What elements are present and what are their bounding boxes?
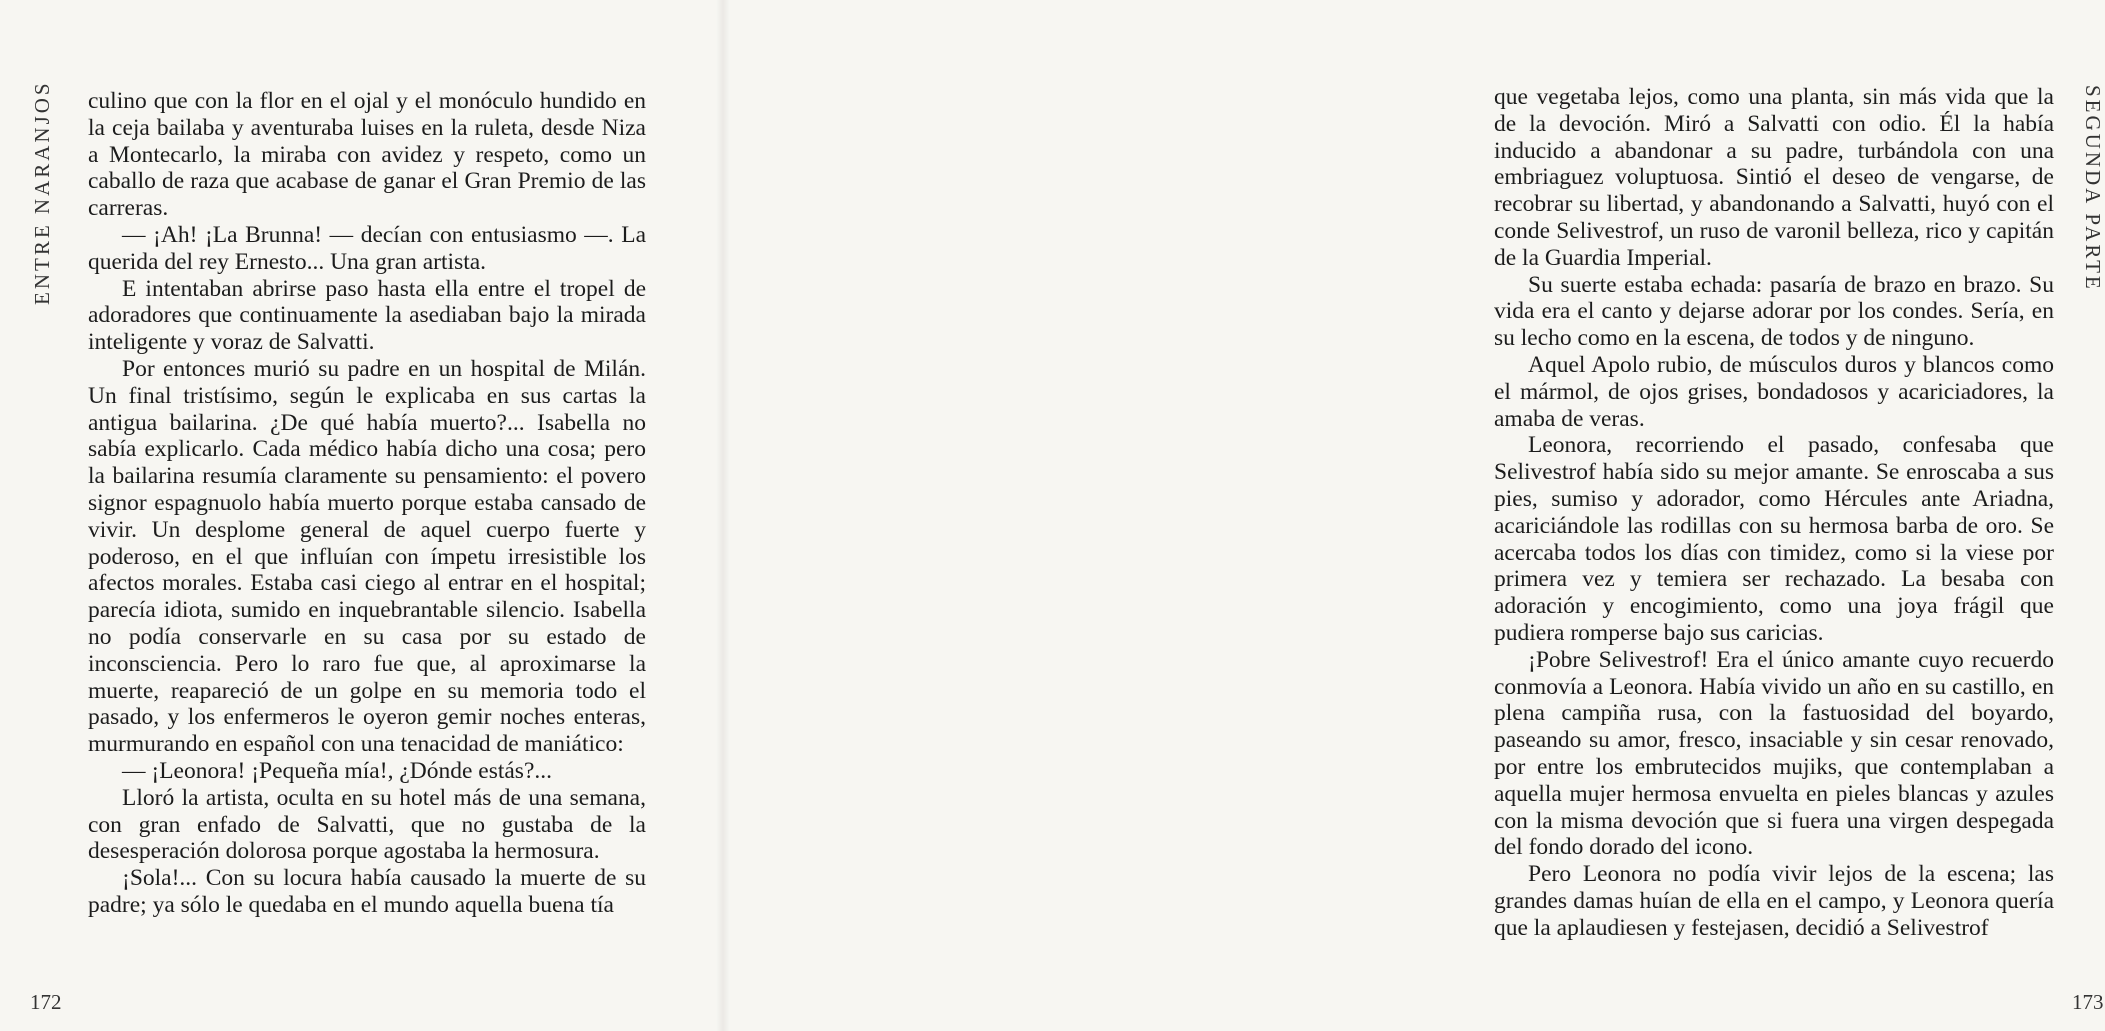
paragraph: Su suerte estaba echada: pasaría de brazo en brazo. Su vida era el canto y dejarse adorar por los condes. Sería, en su lecho como en la escena, de todos y de ninguno. [1494, 271, 2054, 352]
paragraph: culino que con la flor en el ojal y el monóculo hundido en la ceja bailaba y aventuraba luises en la ruleta, desde Niza a Montecarlo, la miraba con avidez y respeto, como un caballo de raza que acabase de ganar el Gran Premio de las carreras. [88, 88, 646, 222]
paragraph: ¡Sola!... Con su locura había causado la muerte de su padre; ya sólo le quedaba en el mundo aquella buena tía [88, 865, 646, 918]
paragraph: Leonora, recorriendo el pasado, confesaba que Selivestrof había sido su mejor amante. Se enroscaba a sus pies, sumiso y adorador, como Hércules ante Ariadna, acariciándole las rodillas con su hermosa barba de oro. Se acercaba todos los días con timidez, como si la viese por primera vez y temiera ser rechazado. La besaba con adoración y encogimiento, como una joya frágil que pudiera romperse bajo sus caricias. [1494, 432, 2054, 646]
paragraph: Pero Leonora no podía vivir lejos de la escena; las grandes damas huían de ella en el campo, y Leonora quería que la aplaudiesen y festejasen, decidió a Selivestrof [1494, 861, 2054, 941]
paragraph: ¡Pobre Selivestrof! Era el único amante cuyo recuerdo conmovía a Leonora. Había vivido un año en su castillo, en plena campiña rusa, con la fastuosidad del boyardo, paseando su amor, fresco, insaciable y sin cesar renovado, por entre los embrutecidos mujiks, que contemplaban a aquella mujer hermosa envuelta en pieles blancas y azules con la misma devoción que si fuera una virgen despegada del fondo dorado del icono. [1494, 646, 2054, 861]
right-page-body [1494, 84, 2054, 942]
running-head-left: ENTRE NARANJOS [30, 80, 54, 305]
paragraph: Lloró la artista, oculta en su hotel más de una semana, con gran enfado de Salvatti, que no gustaba de la desesperación dolorosa porque agostaba la hermosura. [88, 784, 646, 865]
page-number-left: 172 [30, 990, 62, 1014]
page-number-right: 173 [2072, 990, 2104, 1014]
paragraph: que vegetaba lejos, como una planta, sin más vida que la de la devoción. Miró a Salvatti con odio. Él la había inducido a abandonar a su padre, turbándola con una embriaguez voluptuosa. Sintió el deseo de vengarse, de recobrar su libertad, y abandonando a Salvatti, huyó con el conde Selivestrof, un ruso de varonil belleza, rico y capitán de la Guardia Imperial. [1494, 84, 2054, 271]
paragraph: — ¡Ah! ¡La Brunna! — decían con entusiasmo —. La querida del rey Ernesto... Una gran artista. [88, 221, 646, 275]
left-page-body [88, 88, 646, 919]
paragraph: — ¡Leonora! ¡Pequeña mía!, ¿Dónde estás?... [122, 757, 553, 784]
right-page [722, 0, 2105, 1031]
running-head-right: SEGUNDA PARTE [2081, 85, 2105, 292]
paragraph: Por entonces murió su padre en un hospital de Milán. Un final tristísimo, según le explicaba en sus cartas la antigua bailarina. ¿De qué había muerto?... Isabella no sabía explicarlo. Cada médico había dicho una cosa; pero la bailarina resumía claramente su pensamiento: el povero signor espagnuolo había muerto porque estaba cansado de vivir. Un desplome general de aquel cuerpo fuerte y poderoso, en el que influían con ímpetu irresistible los afectos morales. Estaba casi ciego al entrar en el hospital; parecía idiota, sumido en inquebrantable silencio. Isabella no podía conservarle en su casa por su estado de inconsciencia. Pero lo raro fue que, al aproximarse la muerte, reapareció de un golpe en su memoria todo el pasado, y los enfermeros le oyeron gemir noches enteras, murmurando en español con una tenacidad de maniático: [88, 355, 646, 758]
left-page [0, 0, 722, 1031]
paragraph: E intentaban abrirse paso hasta ella entre el tropel de adoradores que continuamente la asediaban bajo la mirada inteligente y voraz de Salvatti. [88, 275, 646, 356]
paragraph: Aquel Apolo rubio, de músculos duros y blancos como el mármol, de ojos grises, bondadosos y acariciadores, la amaba de veras. [1494, 351, 2054, 432]
